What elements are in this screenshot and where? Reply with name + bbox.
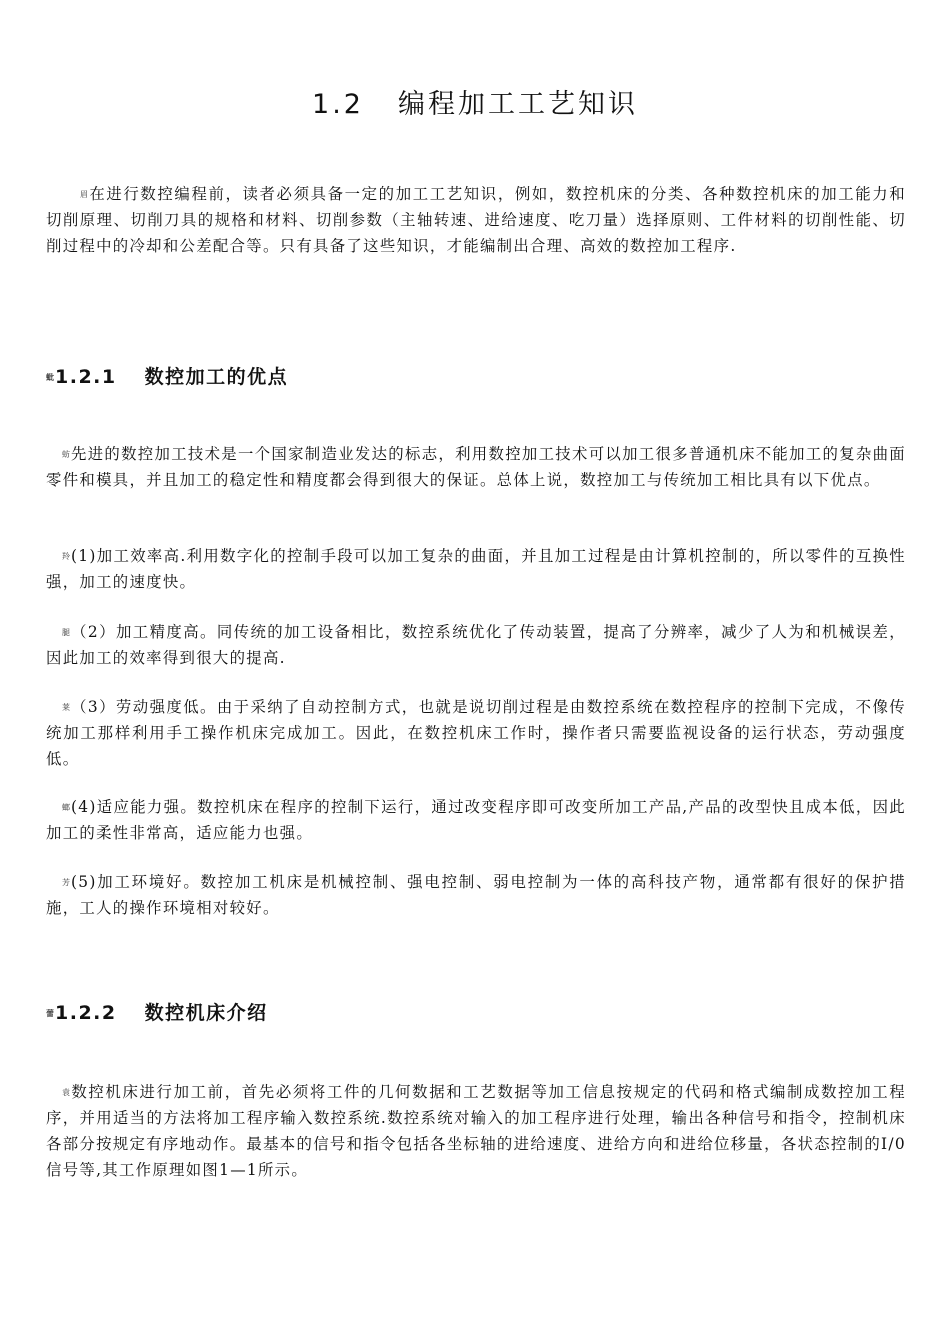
- advantage-item-3: [46, 694, 906, 772]
- advantage-item-2: [46, 619, 906, 671]
- section-number: 1.2.2: [55, 1002, 117, 1024]
- page-title-text: 编程加工工艺知识: [397, 89, 638, 120]
- heading-marker: 蕾: [46, 1009, 54, 1018]
- intro-paragraph: [46, 181, 906, 259]
- advantage-item-text: (4)适应能力强。数控机床在程序的控制下运行，通过改变程序即可改变所加工产品,产品的改型快且成本低，因此加工的柔性非常高，适应能力也强。: [46, 798, 906, 842]
- advantage-item-1: [46, 543, 906, 595]
- section-heading-1-2-2: [46, 998, 268, 1025]
- paragraph-marker: 袁: [62, 1088, 70, 1097]
- section-title: 数控机床介绍: [144, 1002, 268, 1024]
- advantage-item-text: (1)加工效率高.利用数字化的控制手段可以加工复杂的曲面，并且加工过程是由计算机控制的，所以零件的互换性强，加工的速度快。: [46, 547, 906, 591]
- paragraph-marker: 眉: [80, 190, 88, 199]
- advantage-item-text: （3）劳动强度低。由于采纳了自动控制方式，也就是说切削过程是由数控系统在数控程序的控制下完成，不像传统加工那样利用手工操作机床完成加工。因此，在数控机床工作时，操作者只需要监视设备的运行状态，劳动强度低。: [46, 698, 906, 768]
- section-number: 1.2.1: [55, 366, 117, 388]
- paragraph-marker: 莱: [62, 703, 70, 712]
- advantage-item-4: [46, 794, 906, 846]
- paragraph-marker: 芳: [62, 878, 70, 887]
- paragraph-marker: 螂: [62, 803, 70, 812]
- paragraph-marker: 蚄: [62, 450, 70, 459]
- section1-intro-paragraph: [46, 441, 906, 493]
- intro-paragraph-text: 在进行数控编程前，读者必须具备一定的加工工艺知识，例如，数控机床的分类、各种数控机床的加工能力和切削原理、切削刀具的规格和材料、切削参数（主轴转速、进给速度、吃刀量）选择原则、工件材料的切削性能、切削过程中的冷却和公差配合等。只有具备了这些知识，才能编制出合理、高效的数控加工程序.: [46, 185, 906, 255]
- section2-intro-paragraph: [46, 1079, 906, 1183]
- page-title-number: 1.2: [312, 89, 364, 120]
- paragraph-marker: 腿: [62, 628, 70, 637]
- advantage-item-text: (5)加工环境好。数控加工机床是机械控制、强电控制、弱电控制为一体的高科技产物，通常都有很好的保护措施，工人的操作环境相对较好。: [46, 873, 906, 917]
- section-heading-1-2-1: [46, 362, 288, 389]
- paragraph-marker: 羚: [62, 552, 70, 561]
- section-title: 数控加工的优点: [144, 366, 289, 388]
- section1-intro-text: 先进的数控加工技术是一个国家制造业发达的标志，利用数控加工技术可以加工很多普通机床不能加工的复杂曲面零件和模具，并且加工的稳定性和精度都会得到很大的保证。总体上说，数控加工与传统加工相比具有以下优点。: [46, 445, 906, 489]
- advantage-item-5: [46, 869, 906, 921]
- heading-marker: 蚍: [46, 373, 54, 382]
- section2-intro-text: 数控机床进行加工前，首先必须将工件的几何数据和工艺数据等加工信息按规定的代码和格式编制成数控加工程序，并用适当的方法将加工程序输入数控系统.数控系统对输入的加工程序进行处理，输出各种信号和指令，控制机床各部分按规定有序地动作。最基本的信号和指令包括各坐标轴的进给速度、进给方向和进给位移量，各状态控制的I/0信号等,其工作原理如图1—1所示。: [46, 1083, 906, 1179]
- page-title: [0, 82, 950, 121]
- advantage-item-text: （2）加工精度高。同传统的加工设备相比，数控系统优化了传动装置，提高了分辨率，减少了人为和机械误差，因此加工的效率得到很大的提高.: [46, 623, 906, 667]
